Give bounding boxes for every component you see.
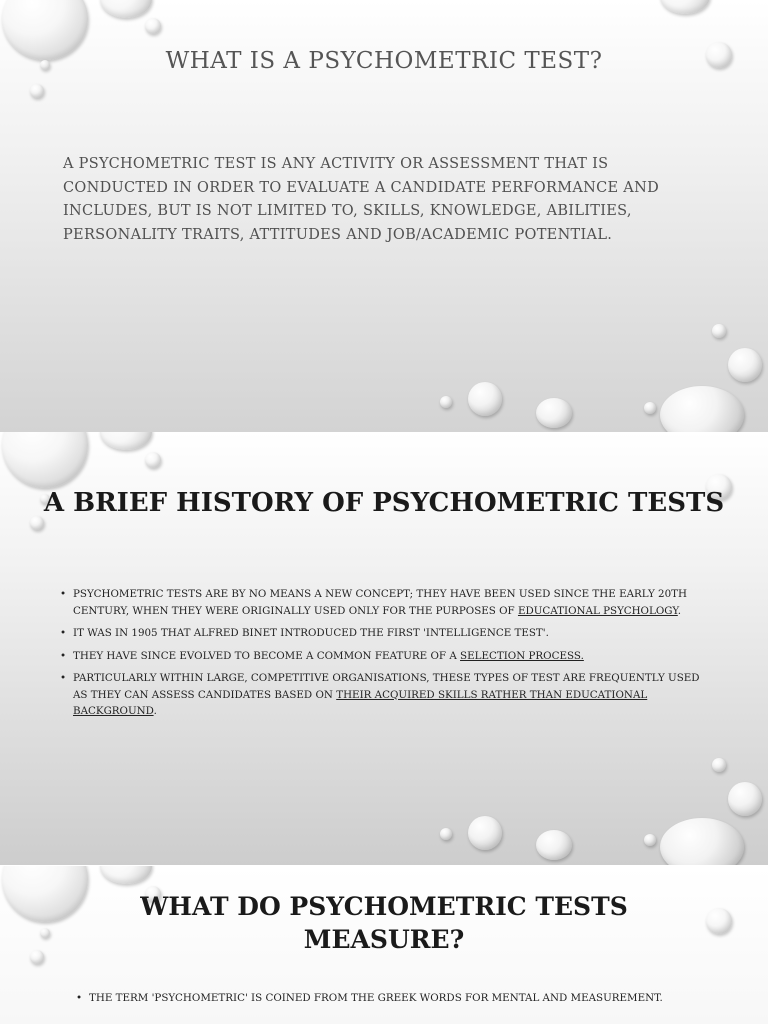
- list-item: [58, 625, 708, 642]
- water-drop-decoration: [100, 866, 152, 884]
- water-drop-decoration: [660, 386, 744, 432]
- bullet-text-end: .: [153, 705, 157, 717]
- water-drop-decoration: [660, 818, 744, 865]
- slide-what-is-psychometric-test: [0, 0, 768, 432]
- water-drop-decoration: [644, 402, 656, 414]
- educational-psychology-link[interactable]: EDUCATIONAL PSYCHOLOGY: [517, 604, 678, 617]
- history-bullet-list: [58, 586, 708, 726]
- water-drop-decoration: [468, 816, 502, 850]
- slide-title: WHAT IS A PSYCHOMETRIC TEST?: [165, 48, 603, 74]
- list-item: [58, 586, 708, 619]
- water-drop-decoration: [468, 382, 502, 416]
- water-drop-decoration: [644, 834, 656, 846]
- water-drop-decoration: [536, 398, 572, 428]
- list-item: [58, 670, 708, 720]
- slide-title: A BRIEF HISTORY OF PSYCHOMETRIC TESTS: [43, 488, 725, 518]
- slide-title-line: MEASURE?: [303, 925, 465, 954]
- water-drop-decoration: [440, 828, 452, 840]
- bullet-text: THEY HAVE SINCE EVOLVED TO BECOME A COMMON FEATURE OF A: [73, 649, 461, 662]
- water-drop-decoration: [100, 432, 152, 450]
- water-drop-decoration: [712, 324, 726, 338]
- water-drop-decoration: [100, 0, 152, 18]
- slide-title-line: WHAT DO PSYCHOMETRIC TESTS: [140, 892, 628, 921]
- slide-title: [0, 890, 768, 956]
- water-drop-decoration: [145, 18, 161, 34]
- slide-brief-history: [0, 432, 768, 865]
- list-item: [58, 648, 708, 665]
- water-drop-decoration: [30, 84, 44, 98]
- selection-process-link[interactable]: SELECTION PROCESS.: [460, 649, 584, 662]
- slide-what-do-tests-measure: [0, 866, 768, 1024]
- bullet-text: PARTICULARLY WITHIN LARGE, COMPETITIVE ORGANISATIONS, THESE TYPES OF TEST ARE FREQUENTLY USED AS THEY CAN ASSESS CANDIDATES BASED ON: [73, 672, 700, 701]
- slide-body-text: A PSYCHOMETRIC TEST IS ANY ACTIVITY OR ASSESSMENT THAT IS CONDUCTED IN ORDER TO EVALUATE A CANDIDATE PERFORMANCE AND INCLUDES, BUT IS NOT LIMITED TO, SKILLS, KNOWLEDGE, ABILITIES, PERSONALITY TRAITS, ATTITUDES AND JOB/ACADEMIC POTENTIAL.: [63, 156, 659, 243]
- water-drop-decoration: [440, 396, 452, 408]
- acquired-skills-link[interactable]: THEIR ACQUIRED SKILLS RATHER THAN EDUCATIONAL BACKGROUND: [73, 688, 648, 717]
- list-item: • THE TERM 'PSYCHOMETRIC' IS COINED FROM THE GREEK WORDS FOR MENTAL AND MEASUREMENT.: [74, 990, 729, 1006]
- water-drop-decoration: [2, 432, 88, 488]
- water-drop-decoration: [728, 782, 762, 816]
- water-drop-decoration: [660, 0, 710, 14]
- bullet-text-end: .: [677, 604, 682, 617]
- water-drop-decoration: [145, 452, 161, 468]
- water-drop-decoration: [712, 758, 726, 772]
- bullet-text: PSYCHOMETRIC TESTS ARE BY NO MEANS A NEW CONCEPT; THEY HAVE BEEN USED SINCE THE EARLY 20TH CENTURY, WHEN THEY WERE ORIGINALLY USED ONLY FOR THE PURPOSES OF: [73, 588, 687, 617]
- water-drop-decoration: [30, 516, 44, 530]
- bullet-text: IT WAS IN 1905 THAT ALFRED BINET INTRODUCED THE FIRST 'INTELLIGENCE TEST'.: [73, 627, 549, 639]
- water-drop-decoration: [536, 830, 572, 860]
- water-drop-decoration: [728, 348, 762, 382]
